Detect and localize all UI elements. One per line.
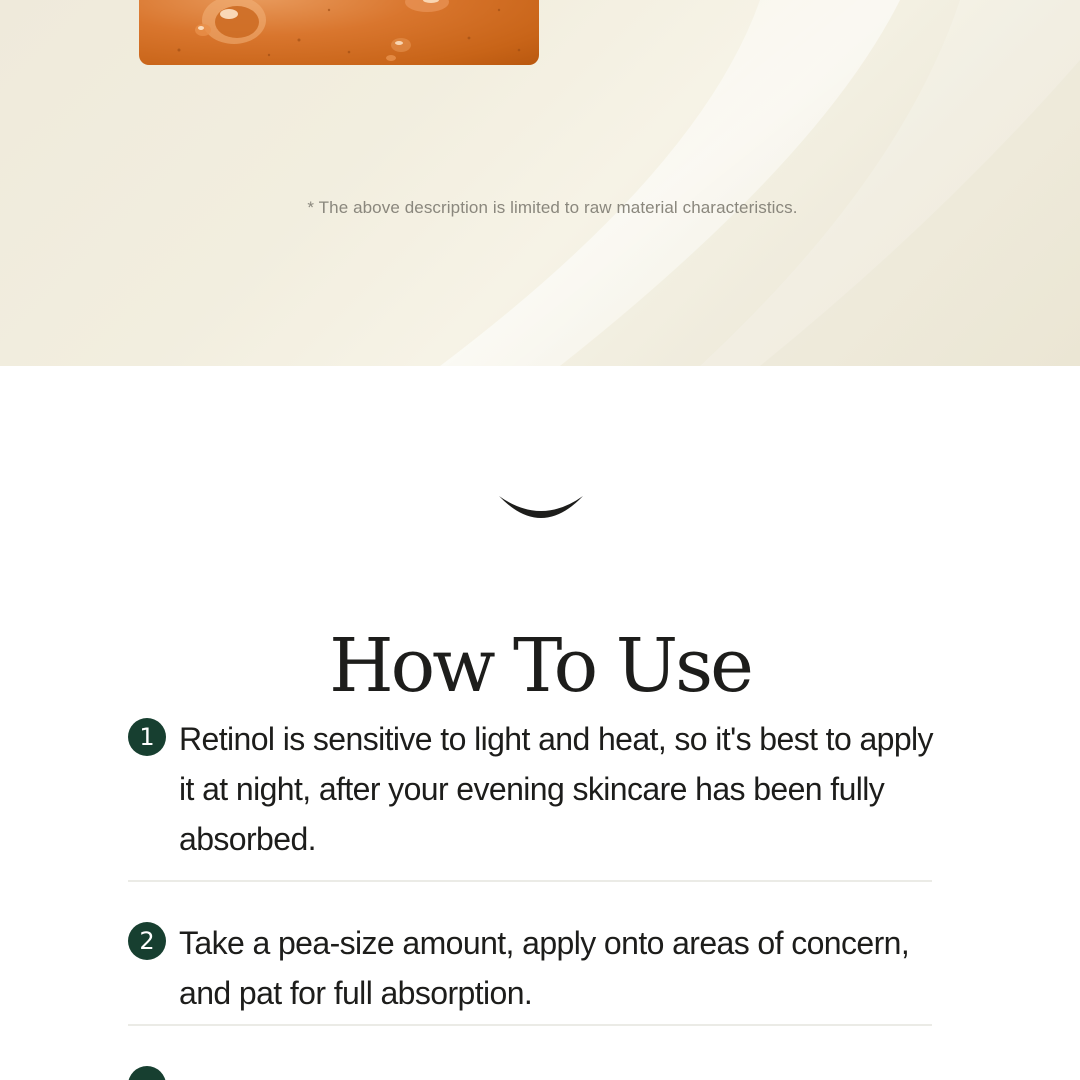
- step-text: Retinol is sensitive to light and heat, so it's best to apply it at night, after your evening skincare has been fully absorbed.: [179, 721, 933, 857]
- step-number-badge: 2: [128, 922, 166, 960]
- serum-droplets-graphic: [139, 0, 539, 65]
- step-text: Take a pea-size amount, apply onto areas of concern, and pat for full absorption.: [179, 925, 910, 1011]
- step-number-badge: [128, 1066, 166, 1080]
- how-to-use-title: How To Use: [329, 623, 751, 710]
- raw-material-disclaimer: * The above description is limited to raw material characteristics.: [307, 198, 798, 217]
- serum-texture-image: [139, 0, 539, 65]
- ingredient-section: [0, 0, 1080, 366]
- smile-curve-icon: [496, 492, 586, 524]
- step-item: [128, 714, 948, 880]
- step-number-badge: 1: [128, 718, 166, 756]
- step-item: [128, 918, 948, 1024]
- how-to-use-steps: [128, 714, 948, 1062]
